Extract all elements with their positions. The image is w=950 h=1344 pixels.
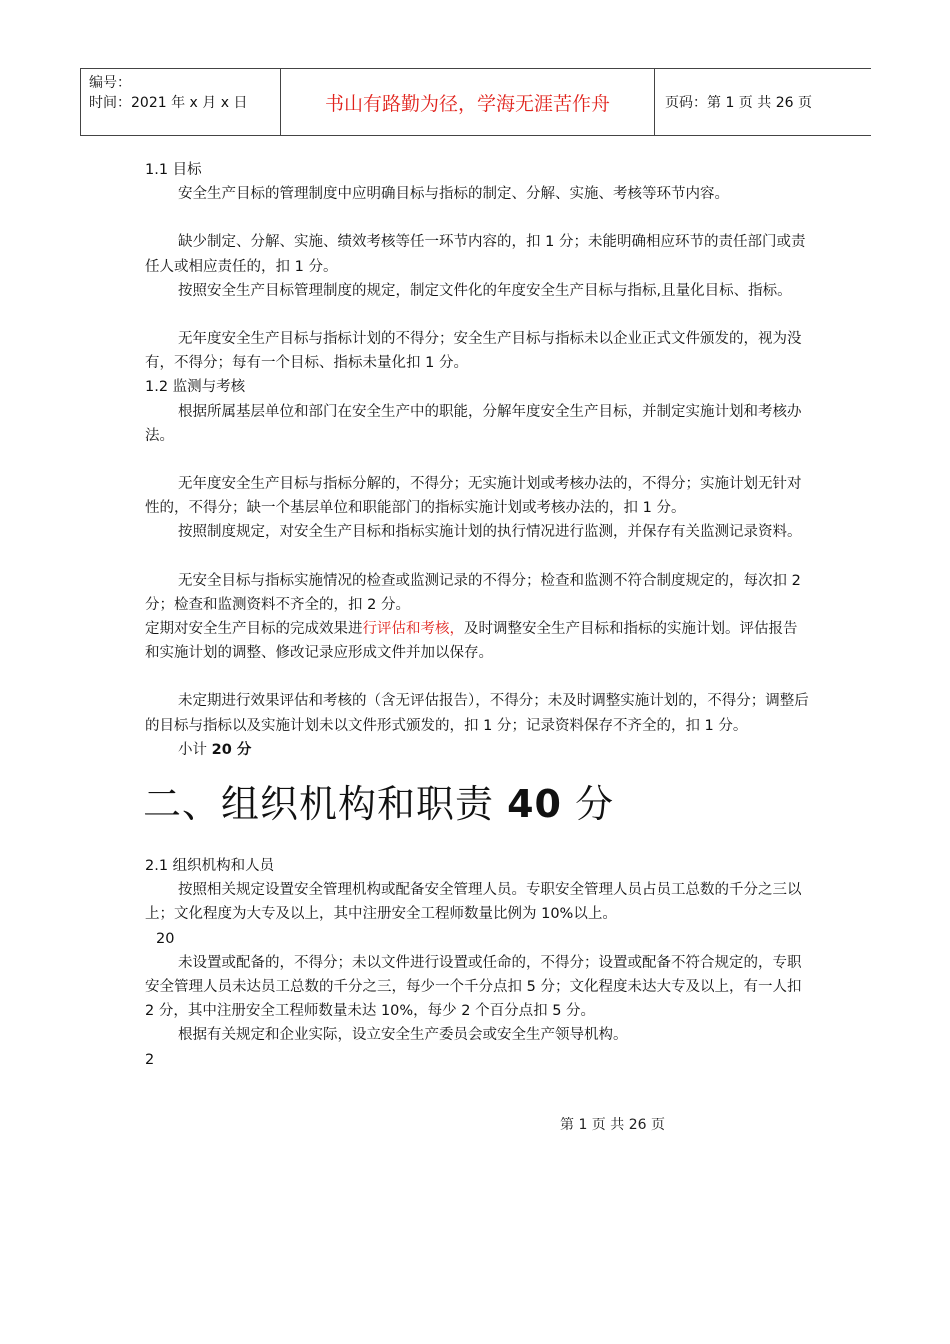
paragraph: 未定期进行效果评估和考核的（含无评估报告），不得分；未及时调整实施计划的，不得分；调整后的目标与指标以及实施计划未以文件形式颁发的，扣 1 分；记录资料保存不齐全的，扣 1 分。 <box>145 693 809 734</box>
heading-score: 40 <box>507 782 562 827</box>
header-meta <box>81 69 281 135</box>
paragraph: 无安全目标与指标实施情况的检查或监测记录的不得分；检查和监测不符合制度规定的，每次扣 2 分；检查和监测资料不齐全的，扣 2 分。 <box>145 572 801 613</box>
section-1-1-title: 1.1 目标 <box>145 162 202 178</box>
paragraph: 未设置或配备的，不得分；未以文件进行设置或任命的，不得分；设置或配备不符合规定的，专职安全管理人员未达员工总数的千分之三，每少一个千分点扣 5 分；文化程度未达大专及以上，有一人扣 2 分，其中注册安全工程师数量未达 10%，每少 2 个百分点扣 5 分。 <box>145 954 802 1020</box>
chapter-2-heading <box>143 776 809 832</box>
paragraph-with-highlight <box>145 617 809 665</box>
paragraph: 无年度安全生产目标与指标分解的，不得分；无实施计划或考核办法的，不得分；实施计划无针对性的，不得分；缺一个基层单位和职能部门的指标实施计划或考核办法的，扣 1 分。 <box>145 476 802 517</box>
text-segment: 及时调整安全生产目标和指标的实施计划。评估报告和实施计划的调整、修改记录应形成文件并加以保存。 <box>145 621 798 662</box>
paragraph: 安全生产目标的管理制度中应明确目标与指标的制定、分解、实施、考核等环节内容。 <box>178 186 729 203</box>
header-motto: 书山有路勤为径，学海无涯苦作舟 <box>281 69 655 135</box>
heading-unit: 分 <box>561 782 615 827</box>
header-page-info: 页码：第 1 页 共 26 页 <box>665 95 812 111</box>
highlighted-text: 行评估和考核， <box>362 621 464 638</box>
text-segment: 定期对安全生产目标的完成效果进 <box>145 621 363 638</box>
doc-number-label: 编号： <box>89 75 131 91</box>
paragraph: 按照安全生产目标管理制度的规定，制定文件化的年度安全生产目标与指标,且量化目标、指标。 <box>178 282 792 299</box>
paragraph: 按照相关规定设置安全管理机构或配备安全管理人员。专职安全管理人员占员工总数的千分之三以上；文化程度为大专及以上，其中注册安全工程师数量比例为 10%以上。 <box>145 882 802 923</box>
document-body <box>145 158 809 1072</box>
header-table <box>80 68 871 136</box>
heading-text: 二、组织机构和职责 <box>143 782 508 827</box>
paragraph: 按照制度规定，对安全生产目标和指标实施计划的执行情况进行监测，并保存有关监测记录资料。 <box>178 524 802 541</box>
subtotal <box>145 738 809 762</box>
score-value: 20 <box>156 930 175 947</box>
page-footer: 第 1 页 共 26 页 <box>560 1117 665 1133</box>
paragraph: 缺少制定、分解、实施、绩效考核等任一环节内容的，扣 1 分；未能明确相应环节的责任部门或责任人或相应责任的，扣 1 分。 <box>145 234 806 275</box>
paragraph: 根据所属基层单位和部门在安全生产中的职能，分解年度安全生产目标，并制定实施计划和考核办法。 <box>145 403 802 444</box>
paragraph: 根据有关规定和企业实际，设立安全生产委员会或安全生产领导机构。 <box>178 1027 628 1044</box>
subtotal-value: 20 分 <box>211 741 252 758</box>
subtotal-label: 小计 <box>178 741 212 758</box>
section-1-2-title: 1.2 监测与考核 <box>145 379 246 396</box>
score-value: 2 <box>145 1051 155 1068</box>
doc-time-label: 时间：2021 年 x 月 x 日 <box>89 95 248 111</box>
paragraph: 无年度安全生产目标与指标计划的不得分；安全生产目标与指标未以企业正式文件颁发的，视为没有，不得分；每有一个目标、指标未量化扣 1 分。 <box>145 331 802 372</box>
section-2-1-title: 2.1 组织机构和人员 <box>145 858 275 875</box>
